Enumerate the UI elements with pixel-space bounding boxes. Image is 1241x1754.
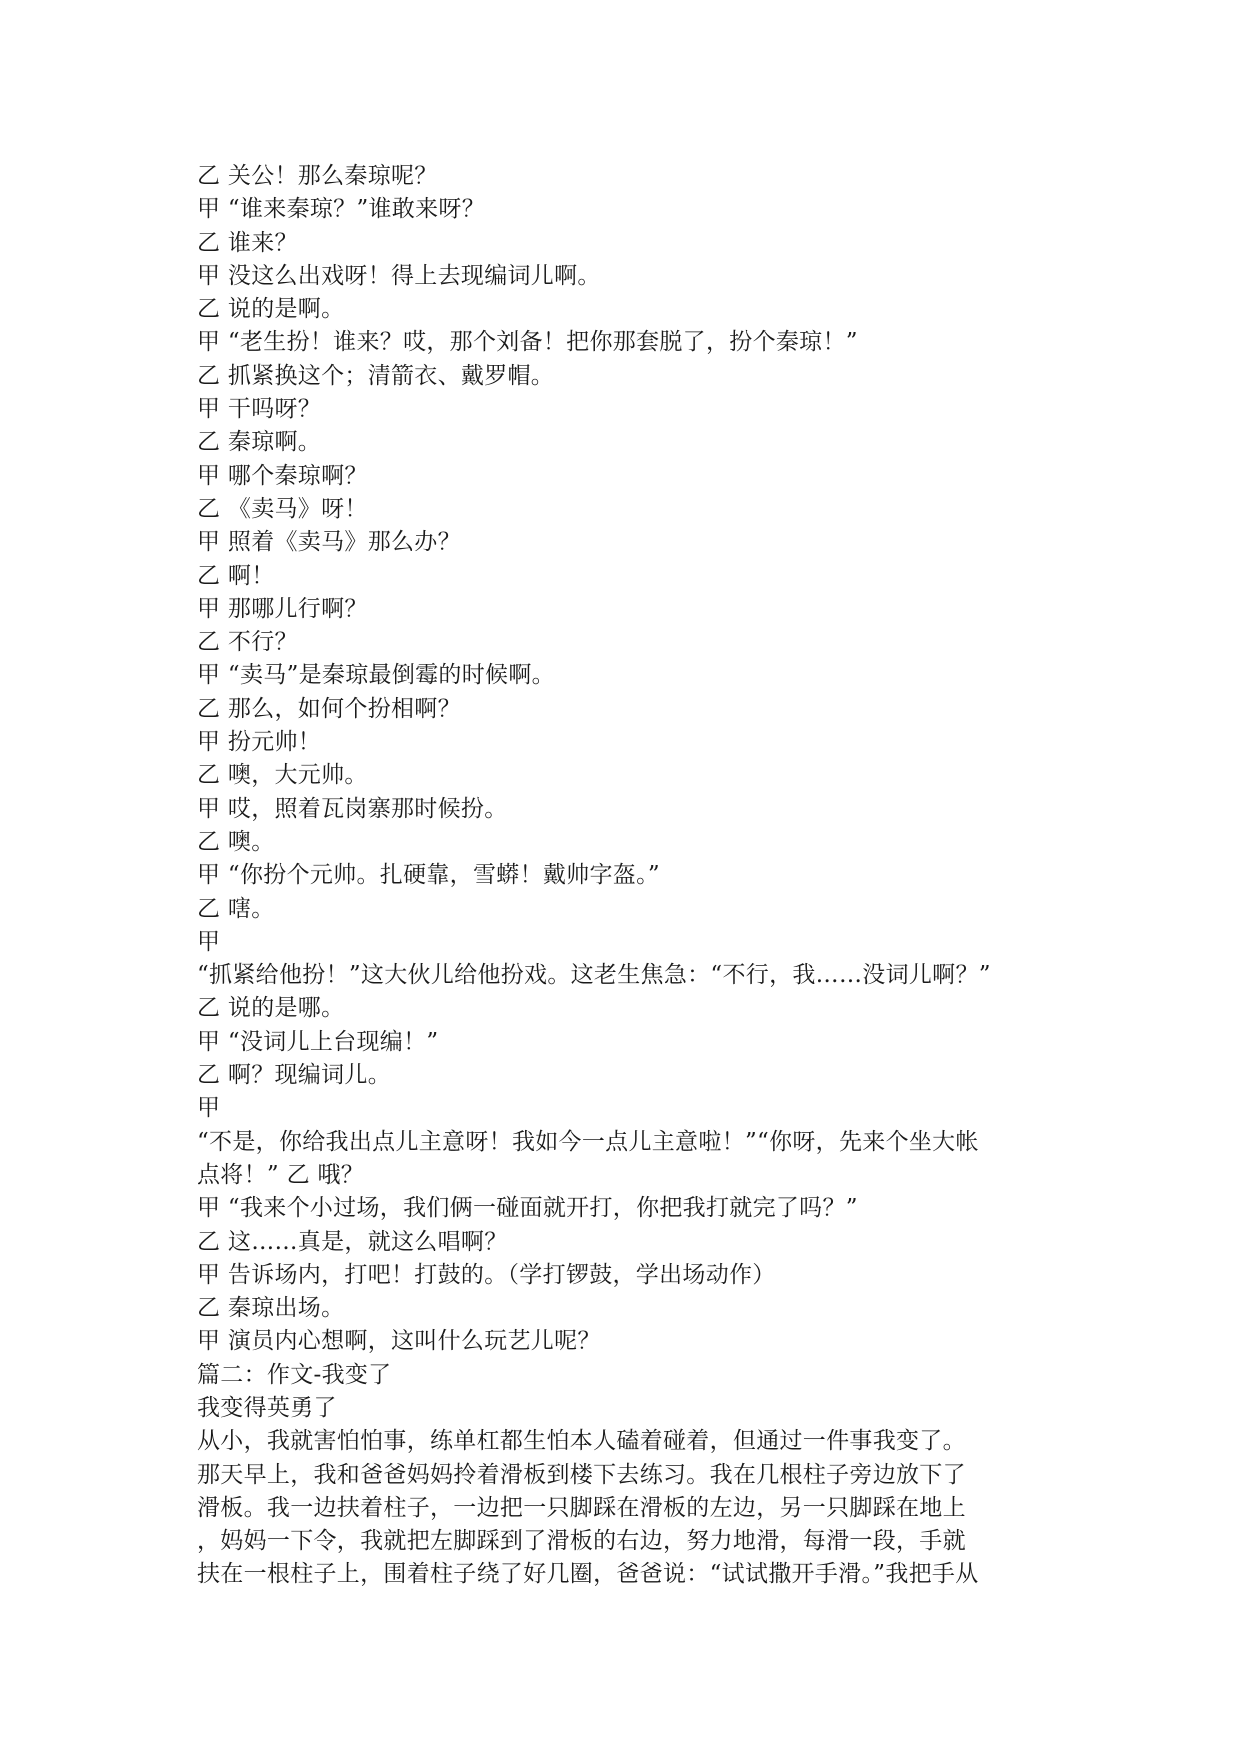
text-line: 甲 干吗呀？ <box>197 396 322 423</box>
text-line: 乙 不行？ <box>197 629 298 656</box>
text-line: 甲 “卖马”是秦琼最倒霉的时候啊。 <box>197 662 555 689</box>
text-line: 甲 告诉场内，打吧！打鼓的。（学打锣鼓，学出场动作） <box>197 1261 776 1288</box>
text-line: 乙 那么，如何个扮相啊？ <box>197 695 461 722</box>
text-line: 乙 噢。 <box>197 828 275 855</box>
text-line: 乙 噢，大元帅。 <box>197 762 368 789</box>
essay-title: 我变得英勇了 <box>197 1394 337 1421</box>
text-line: 乙 嗐。 <box>197 895 275 922</box>
text-line: 甲 “谁来秦琼？”谁敢来呀？ <box>197 196 486 223</box>
text-line: 甲 没这么出戏呀！得上去现编词儿啊。 <box>197 262 601 289</box>
text-line: 甲 照着《卖马》那么办？ <box>197 529 461 556</box>
text-line: 扶在一根柱子上，围着柱子绕了好几圈，爸爸说：“试试撒开手滑。”我把手从 <box>197 1561 979 1588</box>
text-line: 乙 啊！ <box>197 562 275 589</box>
text-line: 甲 <box>197 928 221 955</box>
text-line: 甲 “没词儿上台现编！” <box>197 1028 439 1055</box>
text-line: 甲 哪个秦琼啊？ <box>197 462 368 489</box>
text-line: 甲 演员内心想啊，这叫什么玩艺儿呢？ <box>197 1328 601 1355</box>
document-body <box>197 160 1057 1592</box>
text-line: “不是，你给我出点儿主意呀！我如今一点儿主意啦！”“你呀，先来个坐大帐 <box>197 1128 979 1155</box>
text-line: 滑板。我一边扶着柱子，一边把一只脚踩在滑板的左边，另一只脚踩在地上 <box>197 1494 966 1521</box>
text-line: 乙 啊？现编词儿。 <box>197 1062 392 1089</box>
text-line: 甲 “我来个小过场，我们俩一碰面就开打，你把我打就完了吗？” <box>197 1195 858 1222</box>
text-line: 甲 哎，照着瓦岗寨那时候扮。 <box>197 795 508 822</box>
text-line: 甲 扮元帅！ <box>197 729 322 756</box>
text-line: 乙 秦琼啊。 <box>197 429 322 456</box>
text-line: 甲 “老生扮！谁来？哎，那个刘备！把你那套脱了，扮个秦琼！” <box>197 329 858 356</box>
section-heading: 篇二：作文-我变了 <box>197 1361 392 1388</box>
text-line: 乙 秦琼出场。 <box>197 1295 345 1322</box>
text-line: 从小，我就害怕怕事，练单杠都生怕本人磕着碰着，但通过一件事我变了。 <box>197 1428 966 1455</box>
text-line: 甲 <box>197 1095 221 1122</box>
text-line: 乙 《卖马》呀！ <box>197 495 368 522</box>
text-line: 甲 那哪儿行啊？ <box>197 595 368 622</box>
text-line: 甲 “你扮个元帅。扎硬靠，雪蟒！戴帅字盔。” <box>197 862 660 889</box>
text-line: 乙 说的是哪。 <box>197 995 345 1022</box>
text-line: 乙 这……真是，就这么唱啊？ <box>197 1228 508 1255</box>
text-line: 那天早上，我和爸爸妈妈拎着滑板到楼下去练习。我在几根柱子旁边放下了 <box>197 1461 966 1488</box>
text-line: ，妈妈一下令，我就把左脚踩到了滑板的右边，努力地滑，每滑一段，手就 <box>197 1528 966 1555</box>
text-line: 乙 抓紧换这个；清箭衣、戴罗帽。 <box>197 362 555 389</box>
text-line: “抓紧给他扮！”这大伙儿给他扮戏。这老生焦急：“不行，我……没词儿啊？” <box>197 962 991 989</box>
text-line: 乙 说的是啊。 <box>197 296 345 323</box>
text-line: 乙 关公！那么秦琼呢？ <box>197 163 438 189</box>
text-line: 乙 谁来？ <box>197 229 298 256</box>
text-line: 点将！” 乙 哦？ <box>197 1161 365 1188</box>
